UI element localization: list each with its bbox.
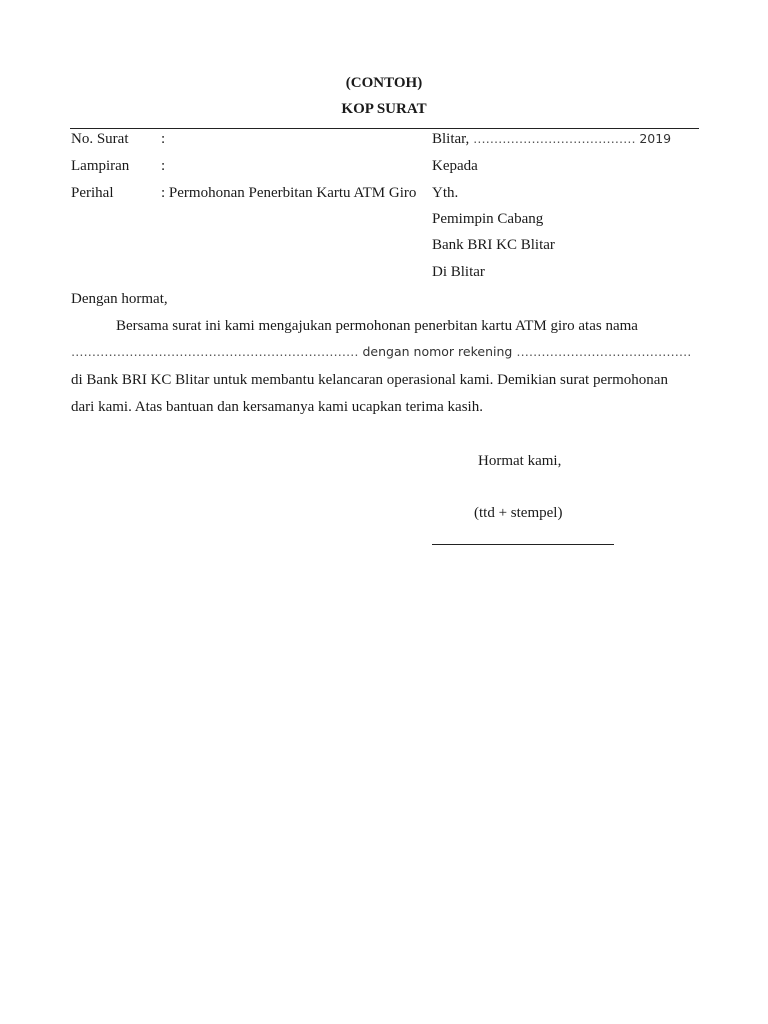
no-surat-label: No. Surat [71,131,129,147]
body-line-4: dari kami. Atas bantuan dan kersamanya kami ucapkan terima kasih. [71,399,483,415]
date-place: Blitar, [432,131,470,147]
name-dots: …………………………………………………………… [71,344,359,359]
header-rule [70,128,699,129]
lampiran-label: Lampiran [71,158,130,174]
body-line-1: Bersama surat ini kami mengajukan permohonan penerbitan kartu ATM giro atas nama [116,318,638,334]
recipient-bank: Bank BRI KC Blitar [432,237,555,253]
body-line-2 [71,343,691,361]
example-label: (CONTOH) [345,75,423,91]
recipient-title: Pemimpin Cabang [432,211,544,227]
lampiran-colon: : [161,158,166,174]
signature-note: (ttd + stempel) [474,505,563,521]
date-line [432,130,671,148]
closing-greeting: Hormat kami, [478,453,562,469]
signature-line [432,544,614,545]
body-line-3: di Bank BRI KC Blitar untuk membantu kelancaran operasional kami. Demikian surat permohonan [71,372,668,388]
yth-label: Yth. [432,185,459,201]
perihal-label: Perihal [71,185,114,201]
no-surat-colon: : [161,131,166,147]
recipient-city: Di Blitar [432,264,485,280]
date-year: 2019 [639,131,672,146]
kepada-label: Kepada [432,158,478,174]
date-dots: ………………………………… [473,131,636,146]
salutation: Dengan hormat, [71,291,168,307]
account-dots: …………………………………… [516,344,692,359]
account-label: dengan nomor rekening [362,344,513,359]
perihal-value: : Permohonan Penerbitan Kartu ATM Giro [161,185,417,201]
letterhead-title: KOP SURAT [341,101,427,117]
